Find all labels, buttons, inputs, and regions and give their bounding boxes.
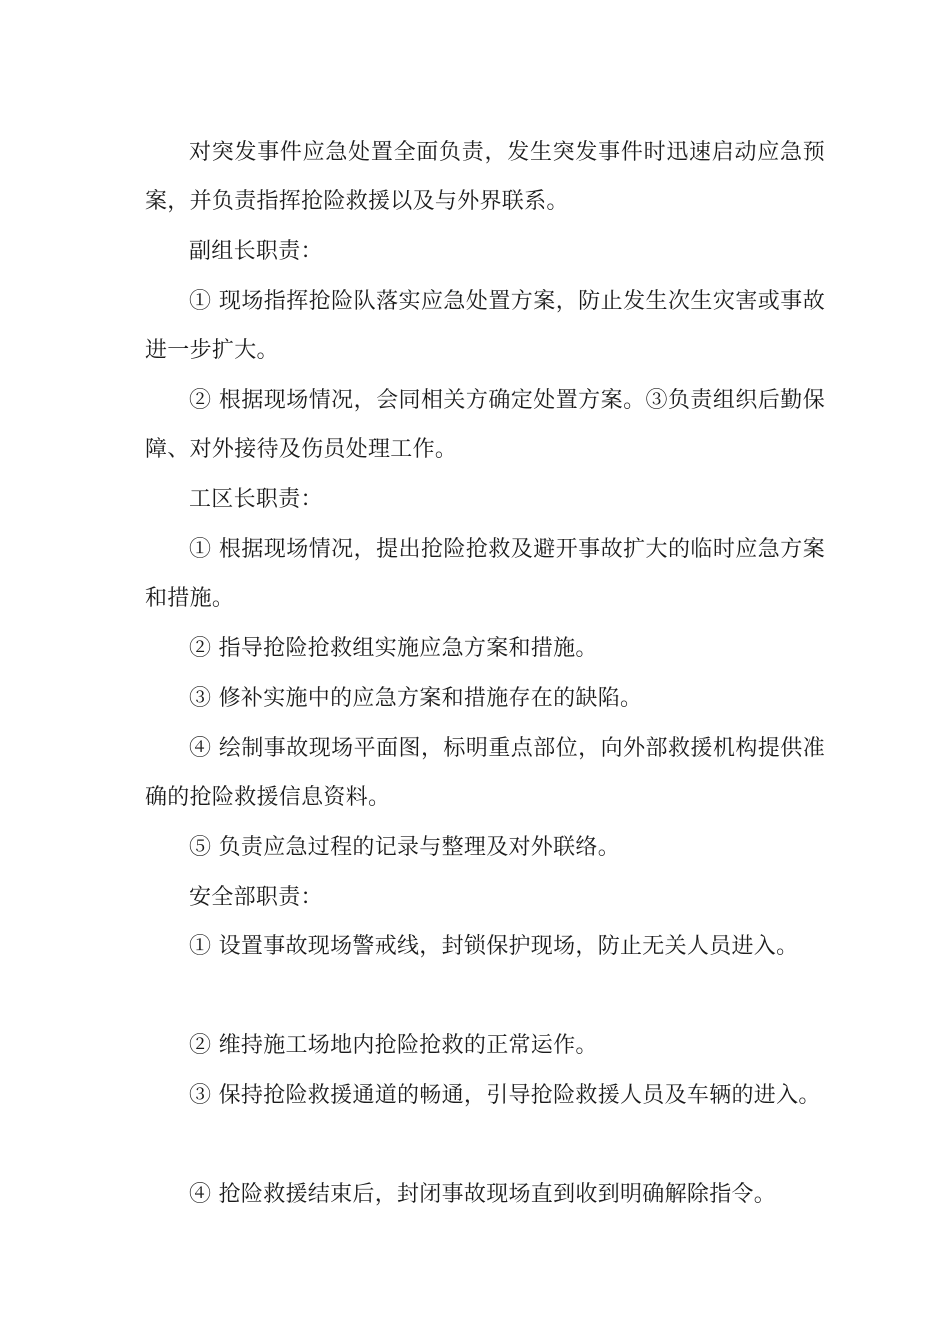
paragraph-safety-duty-1: ① 设置事故现场警戒线，封锁保护现场，防止无关人员进入。 <box>189 934 799 959</box>
paragraph-safety-duty-3: ③ 保持抢险救援通道的畅通，引导抢险救援人员及车辆的进入。 <box>189 1083 821 1108</box>
paragraph-area-chief-duty-5: ⑤ 负责应急过程的记录与整理及对外联络。 <box>189 835 620 860</box>
paragraph-area-chief-duty-4: ④ 绘制事故现场平面图，标明重点部位，向外部救援机构提供准确的抢险救援信息资料。 <box>145 736 825 810</box>
paragraph-deputy-duty-2: ② 根据现场情况，会同相关方确定处置方案。③负责组织后勤保障、对外接待及伤员处理工作。 <box>145 388 825 462</box>
paragraph-general-duty: 对突发事件应急处置全面负责，发生突发事件时迅速启动应急预案，并负责指挥抢险救援以及与外界联系。 <box>145 140 825 214</box>
paragraph-safety-duty-4: ④ 抢险救援结束后，封闭事故现场直到收到明确解除指令。 <box>189 1182 777 1207</box>
heading-area-chief-duties: 工区长职责： <box>189 487 323 512</box>
paragraph-deputy-duty-1: ① 现场指挥抢险队落实应急处置方案，防止发生次生灾害或事故进一步扩大。 <box>145 289 825 363</box>
paragraph-area-chief-duty-2: ② 指导抢险抢救组实施应急方案和措施。 <box>189 636 598 661</box>
paragraph-safety-duty-2: ② 维持施工场地内抢险抢救的正常运作。 <box>189 1033 598 1058</box>
paragraph-area-chief-duty-1: ① 根据现场情况，提出抢险抢救及避开事故扩大的临时应急方案和措施。 <box>145 537 825 611</box>
heading-deputy-leader-duties: 副组长职责： <box>189 239 323 264</box>
paragraph-area-chief-duty-3: ③ 修补实施中的应急方案和措施存在的缺陷。 <box>189 686 643 711</box>
heading-safety-dept-duties: 安全部职责： <box>189 885 323 910</box>
